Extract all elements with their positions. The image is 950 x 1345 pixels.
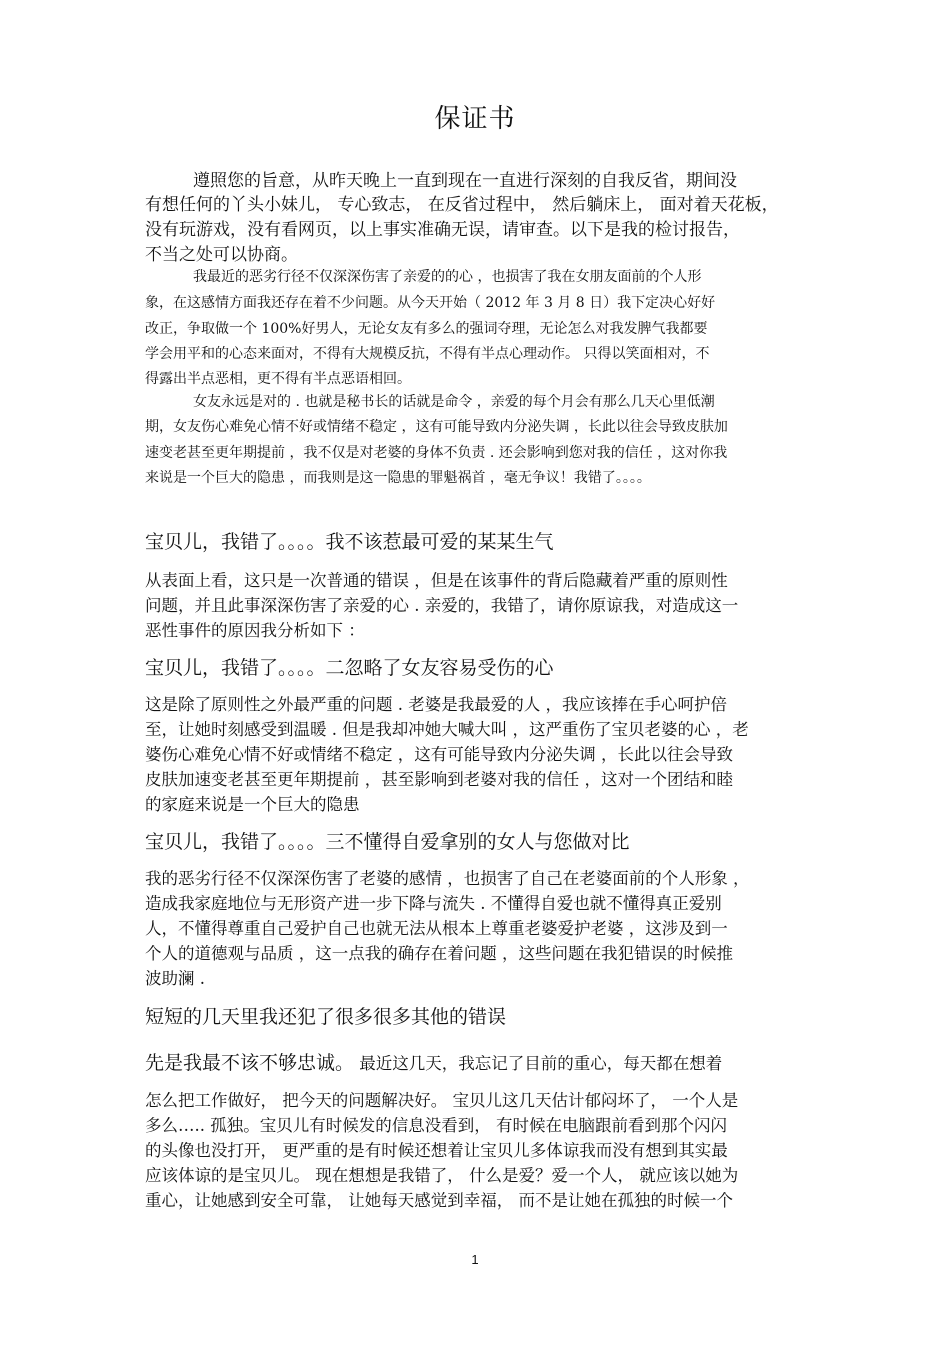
- paragraph-line: 我最近的恶劣行径不仅深深伤害了亲爱的的心 ，也损害了我在女朋友面前的个人形: [193, 269, 702, 285]
- section-line: 皮肤加速变老甚至更年期提前 ，甚至影响到老婆对我的信任 ，这对一个团结和睦: [145, 770, 733, 789]
- section-line: 个人的道德观与品质 ，这一点我的确存在着问题 ，这些问题在我犯错误的时候推: [145, 944, 733, 963]
- section-line: 人，不懂得尊重自己爱护自己也就无法从根本上尊重老婆爱护老婆 ，这涉及到一: [145, 919, 728, 938]
- lead-rest-text: 最近这几天，我忘记了目前的重心，每天都在想着: [354, 1054, 723, 1073]
- section-line: 应该体谅的是宝贝儿。 现在想想是我错了， 什么是爱？爱一个人， 就应该以她为: [145, 1166, 739, 1185]
- section-line: 至，让她时刻感受到温暖 . 但是我却冲她大喊大叫 ，这严重伤了宝贝老婆的心 ，老: [145, 720, 749, 739]
- paragraph-line: 改正，争取做一个 100%好男人，无论女友有多么的强词夺理，无论怎么对我发脾气我都要: [145, 321, 708, 337]
- paragraph-line: 期，女友伤心难免心情不好或情绪不稳定 ，这有可能导致内分泌失调 ，长此以往会导致皮肤加: [145, 419, 728, 435]
- section-heading: 短短的几天里我还犯了很多很多其他的错误: [145, 1006, 507, 1028]
- intro-line: 没有玩游戏，没有看网页，以上事实准确无误，请审查。以下是我的检讨报告，: [145, 220, 740, 240]
- intro-line: 遵照您的旨意，从昨天晚上一直到现在一直进行深刻的自我反省，期间没: [193, 171, 737, 191]
- paragraph-line: 速变老甚至更年期提前 ，我不仅是对老婆的身体不负责 . 还会影响到您对我的信任 ，这对你我: [145, 445, 728, 461]
- section-line: 重心，让她感到安全可靠， 让她每天感觉到幸福， 而不是让她在孤独的时候一个: [145, 1191, 733, 1210]
- page-number: 1: [471, 1252, 479, 1267]
- intro-line: 不当之处可以协商。: [145, 245, 298, 265]
- paragraph-line: 学会用平和的心态来面对，不得有大规模反抗，不得有半点心理动作。 只得以笑面相对，不: [145, 346, 710, 362]
- paragraph-line: 象，在这感情方面我还存在着不少问题。从今天开始（ 2012 年 3 月 8 日）我下定决心好好: [145, 295, 716, 311]
- paragraph-line: 得露出半点恶相，更不得有半点恶语相回。: [145, 371, 411, 387]
- lead-bold-text: 先是我最不该不够忠诚。: [145, 1052, 355, 1074]
- section-line: 婆伤心难免心情不好或情绪不稳定 ，这有可能导致内分泌失调 ，长此以往会导致: [145, 745, 733, 764]
- paragraph-line: 来说是一个巨大的隐患 ，而我则是这一隐患的罪魁祸首 ，毫无争议！我错了。。。。: [145, 470, 651, 486]
- section-line: 这是除了原则性之外最严重的问题 . 老婆是我最爱的人 ，我应该捧在手心呵护倍: [145, 695, 727, 714]
- section-line: 多么….. 孤独。宝贝儿有时候发的信息没看到， 有时候在电脑跟前看到那个闪闪: [145, 1116, 727, 1135]
- intro-line: 有想任何的丫头小妹儿， 专心致志， 在反省过程中， 然后躺床上， 面对着天花板，: [145, 195, 779, 215]
- section-line: 造成我家庭地位与无形资产进一步下降与流失 . 不懂得自爱也就不懂得真正爱别: [145, 894, 722, 913]
- section-line: 的头像也没打开， 更严重的是有时候还想着让宝贝儿多体谅我而没有想到其实最: [145, 1141, 728, 1160]
- section-heading: 宝贝儿，我错了。。。。三不懂得自爱拿别的女人与您做对比: [145, 831, 630, 853]
- section-line: 的家庭来说是一个巨大的隐患: [145, 795, 360, 814]
- section-line: 从表面上看，这只是一次普通的错误 ，但是在该事件的背后隐藏着严重的原则性: [145, 571, 728, 590]
- section-line: 波助澜 .: [145, 969, 205, 988]
- section-heading: 宝贝儿，我错了。。。。二忽略了女友容易受伤的心: [145, 657, 554, 679]
- section-line: 我的恶劣行径不仅深深伤害了老婆的感情 ，也损害了自己在老婆面前的个人形象 ，: [145, 869, 750, 888]
- paragraph-line: 女友永远是对的 . 也就是秘书长的话就是命令 ，亲爱的每个月会有那么几天心里低潮: [193, 394, 715, 410]
- section-heading: 宝贝儿，我错了。。。。我不该惹最可爱的某某生气: [145, 531, 554, 553]
- section-lead-line: [145, 1048, 722, 1075]
- document-title: 保证书: [434, 104, 516, 134]
- section-line: 怎么把工作做好， 把今天的问题解决好。 宝贝儿这几天估计郁闷坏了， 一个人是: [145, 1091, 739, 1110]
- section-line: 问题，并且此事深深伤害了亲爱的心 . 亲爱的，我错了，请你原谅我，对造成这一: [145, 596, 739, 615]
- section-line: 恶性事件的原因我分析如下 ：: [145, 621, 365, 640]
